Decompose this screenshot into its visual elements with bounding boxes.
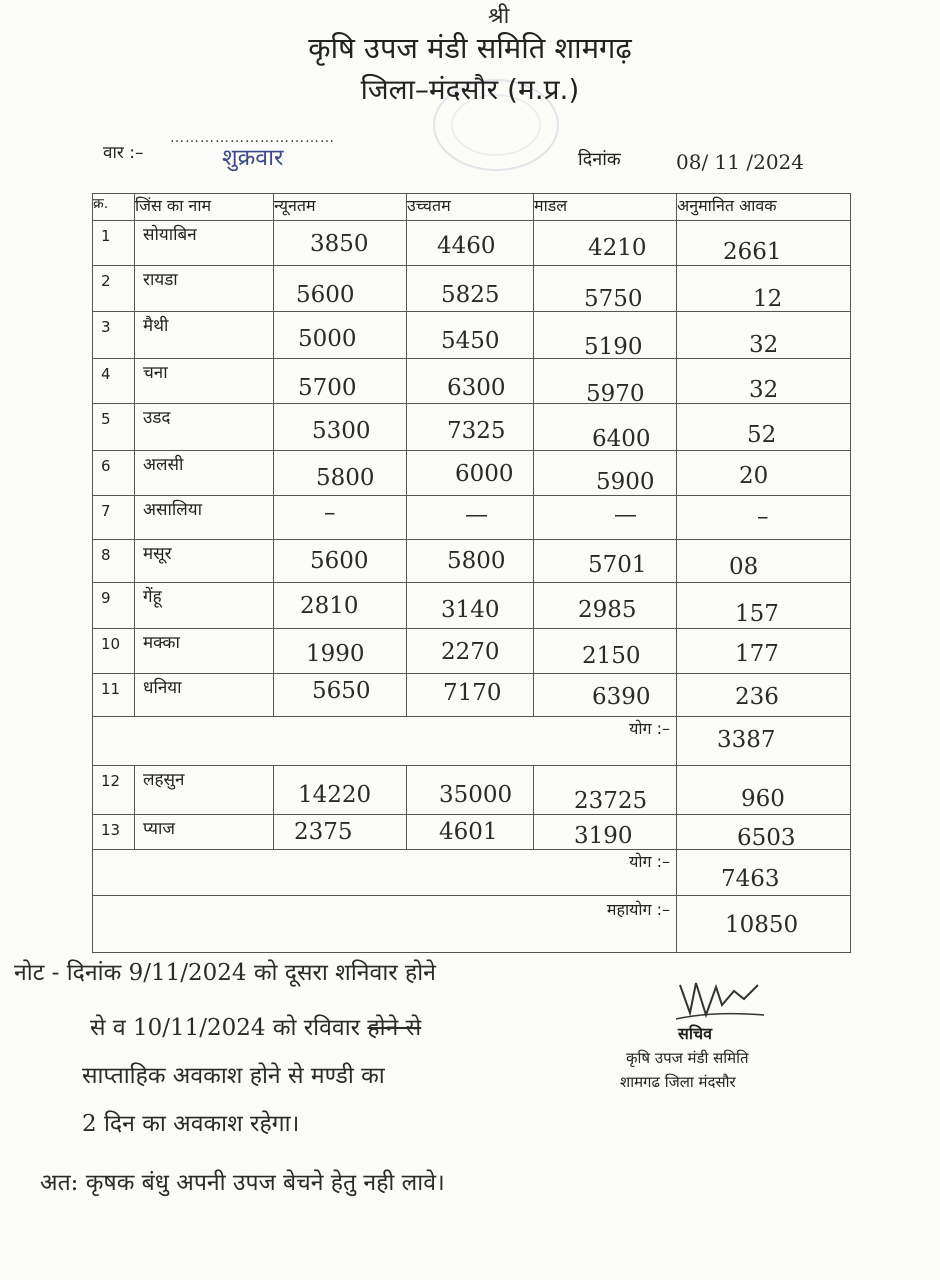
arrival-qty: 236 [735, 684, 779, 710]
table-header-row [93, 194, 851, 221]
min-price: 3850 [310, 231, 369, 257]
note-line-2-struck: होने से [367, 1015, 422, 1041]
commodity-name: मैथी [143, 316, 169, 336]
min-price: – [324, 500, 336, 526]
note-line-1: नोट - दिनांक 9/11/2024 को दूसरा शनिवार होने [14, 960, 436, 986]
grand-total-label: महायोग :– [606, 900, 670, 919]
commodity-name: मक्का [143, 633, 180, 653]
header-model: माडल [534, 194, 677, 221]
commodity-name: सोयाबिन [143, 225, 197, 245]
arrival-qty: 32 [749, 332, 779, 358]
model-price: 6400 [592, 426, 651, 451]
commodity-name: लहसुन [143, 770, 185, 790]
row-serial: 8 [101, 546, 111, 564]
commodity-name: उडद [143, 408, 171, 428]
signature-place: शामगढ जिला मंदसौर [620, 1073, 736, 1091]
min-price: 2375 [294, 819, 353, 845]
row-serial: 2 [101, 272, 111, 290]
model-price: 5750 [584, 286, 643, 312]
table-row [93, 629, 851, 674]
row-serial: 5 [101, 410, 111, 428]
model-price: 5190 [584, 334, 643, 359]
max-price: 6300 [447, 375, 506, 401]
commodity-name: प्याज [143, 819, 175, 839]
arrival-qty: 960 [741, 786, 785, 812]
table-row [93, 540, 851, 583]
table-row [93, 451, 851, 496]
table-row [93, 583, 851, 629]
max-price: 5800 [447, 548, 506, 574]
max-price: 3140 [441, 597, 500, 623]
page-subtitle: जिला–मंदसौर (म.प्र.) [360, 73, 580, 106]
day-dotted-line: …………………………… [170, 130, 335, 146]
model-price: 5701 [588, 552, 647, 578]
commodity-name: असालिया [143, 500, 203, 520]
header-max: उच्चतम [407, 194, 534, 221]
subtotal-value: 3387 [717, 727, 776, 753]
row-serial: 3 [101, 318, 111, 336]
subtotal-label: योग :– [629, 852, 670, 871]
arrival-qty: 52 [747, 422, 777, 448]
commodity-name: गेंहू [143, 587, 162, 607]
max-price: 5450 [441, 328, 500, 354]
table-row [93, 359, 851, 404]
commodity-name: मसूर [143, 544, 172, 564]
table-row [93, 496, 851, 540]
commodity-name: धनिया [143, 678, 182, 698]
min-price: 5650 [312, 678, 371, 704]
arrival-qty: 12 [753, 286, 783, 312]
min-price: 5800 [316, 465, 375, 491]
header-commodity: जिंस का नाम [135, 194, 274, 221]
arrival-qty: 157 [735, 601, 779, 627]
note-line-4: 2 दिन का अवकाश रहेगा। [82, 1111, 300, 1137]
row-serial: 12 [101, 772, 121, 790]
arrival-qty: 6503 [737, 825, 796, 850]
commodity-name: चना [143, 363, 168, 383]
table-row [93, 674, 851, 717]
arrival-qty: 2661 [723, 239, 782, 265]
row-serial: 10 [101, 635, 121, 653]
signature-scribble [672, 975, 772, 1025]
header-min: न्यूनतम [274, 194, 407, 221]
row-serial: 11 [101, 680, 121, 698]
date-label: दिनांक [578, 149, 621, 170]
row-serial: 9 [101, 589, 111, 607]
day-value: शुक्रवार [222, 145, 284, 171]
model-price: 2985 [578, 597, 637, 623]
note-line-3: साप्ताहिक अवकाश होने से मण्डी का [82, 1063, 385, 1089]
subtotal-label: योग :– [629, 719, 670, 738]
min-price: 5700 [298, 375, 357, 401]
max-price: 5825 [441, 282, 500, 308]
model-price: 6390 [592, 684, 651, 710]
row-serial: 1 [101, 227, 111, 245]
subtotal-row [93, 717, 851, 766]
max-price: — [465, 502, 488, 528]
max-price: 4460 [437, 233, 496, 259]
max-price: 35000 [439, 782, 513, 808]
min-price: 5000 [298, 326, 357, 352]
signature-title: सचिव [678, 1024, 713, 1043]
commodity-name: अलसी [143, 455, 184, 475]
arrival-qty: 08 [729, 554, 759, 580]
max-price: 2270 [441, 639, 500, 665]
min-price: 5600 [296, 282, 355, 308]
arrival-qty: 177 [735, 641, 779, 667]
arrival-qty: 20 [739, 463, 769, 489]
model-price: — [614, 502, 637, 528]
max-price: 6000 [455, 461, 514, 487]
table-row [93, 266, 851, 312]
min-price: 1990 [306, 641, 365, 667]
max-price: 4601 [439, 819, 498, 845]
model-price: 5900 [596, 469, 655, 495]
note-line-2-text: से व 10/11/2024 को रविवार [90, 1015, 361, 1041]
note-line-5: अत: कृषक बंधु अपनी उपज बेचने हेतु नही लावे। [40, 1170, 445, 1196]
max-price: 7325 [447, 418, 506, 444]
max-price: 7170 [443, 680, 502, 706]
model-price: 2150 [582, 643, 641, 669]
row-serial: 4 [101, 365, 111, 383]
subtotal-value: 7463 [721, 866, 780, 892]
table-row [93, 404, 851, 451]
header-serial: क्र. [93, 194, 135, 221]
min-price: 2810 [300, 593, 359, 619]
commodity-name: रायडा [143, 270, 178, 290]
model-price: 3190 [574, 823, 633, 849]
page-title: कृषि उपज मंडी समिति शामगढ़ [308, 31, 632, 65]
arrival-qty: – [757, 504, 769, 530]
model-price: 4210 [588, 235, 647, 261]
table-row [93, 815, 851, 850]
grand-total-row [93, 896, 851, 953]
subtotal-row [93, 850, 851, 896]
row-serial: 6 [101, 457, 111, 475]
row-serial: 13 [101, 821, 121, 839]
date-value: 08/ 11 /2024 [676, 150, 804, 174]
min-price: 5300 [312, 418, 371, 444]
table-row [93, 766, 851, 815]
min-price: 14220 [298, 782, 372, 808]
min-price: 5600 [310, 548, 369, 574]
grand-total-value: 10850 [725, 912, 799, 938]
arrival-qty: 32 [749, 377, 779, 403]
rates-table [92, 193, 851, 953]
signature-org: कृषि उपज मंडी समिति [626, 1049, 749, 1067]
day-label: वार :– [103, 143, 144, 163]
header-arrival: अनुमानित आवक [677, 194, 851, 221]
note-line-2 [90, 1010, 421, 1042]
table-row [93, 221, 851, 266]
shri-heading: श्री [488, 4, 510, 29]
table-row [93, 312, 851, 359]
model-price: 23725 [574, 788, 648, 814]
model-price: 5970 [586, 381, 645, 404]
row-serial: 7 [101, 502, 111, 520]
